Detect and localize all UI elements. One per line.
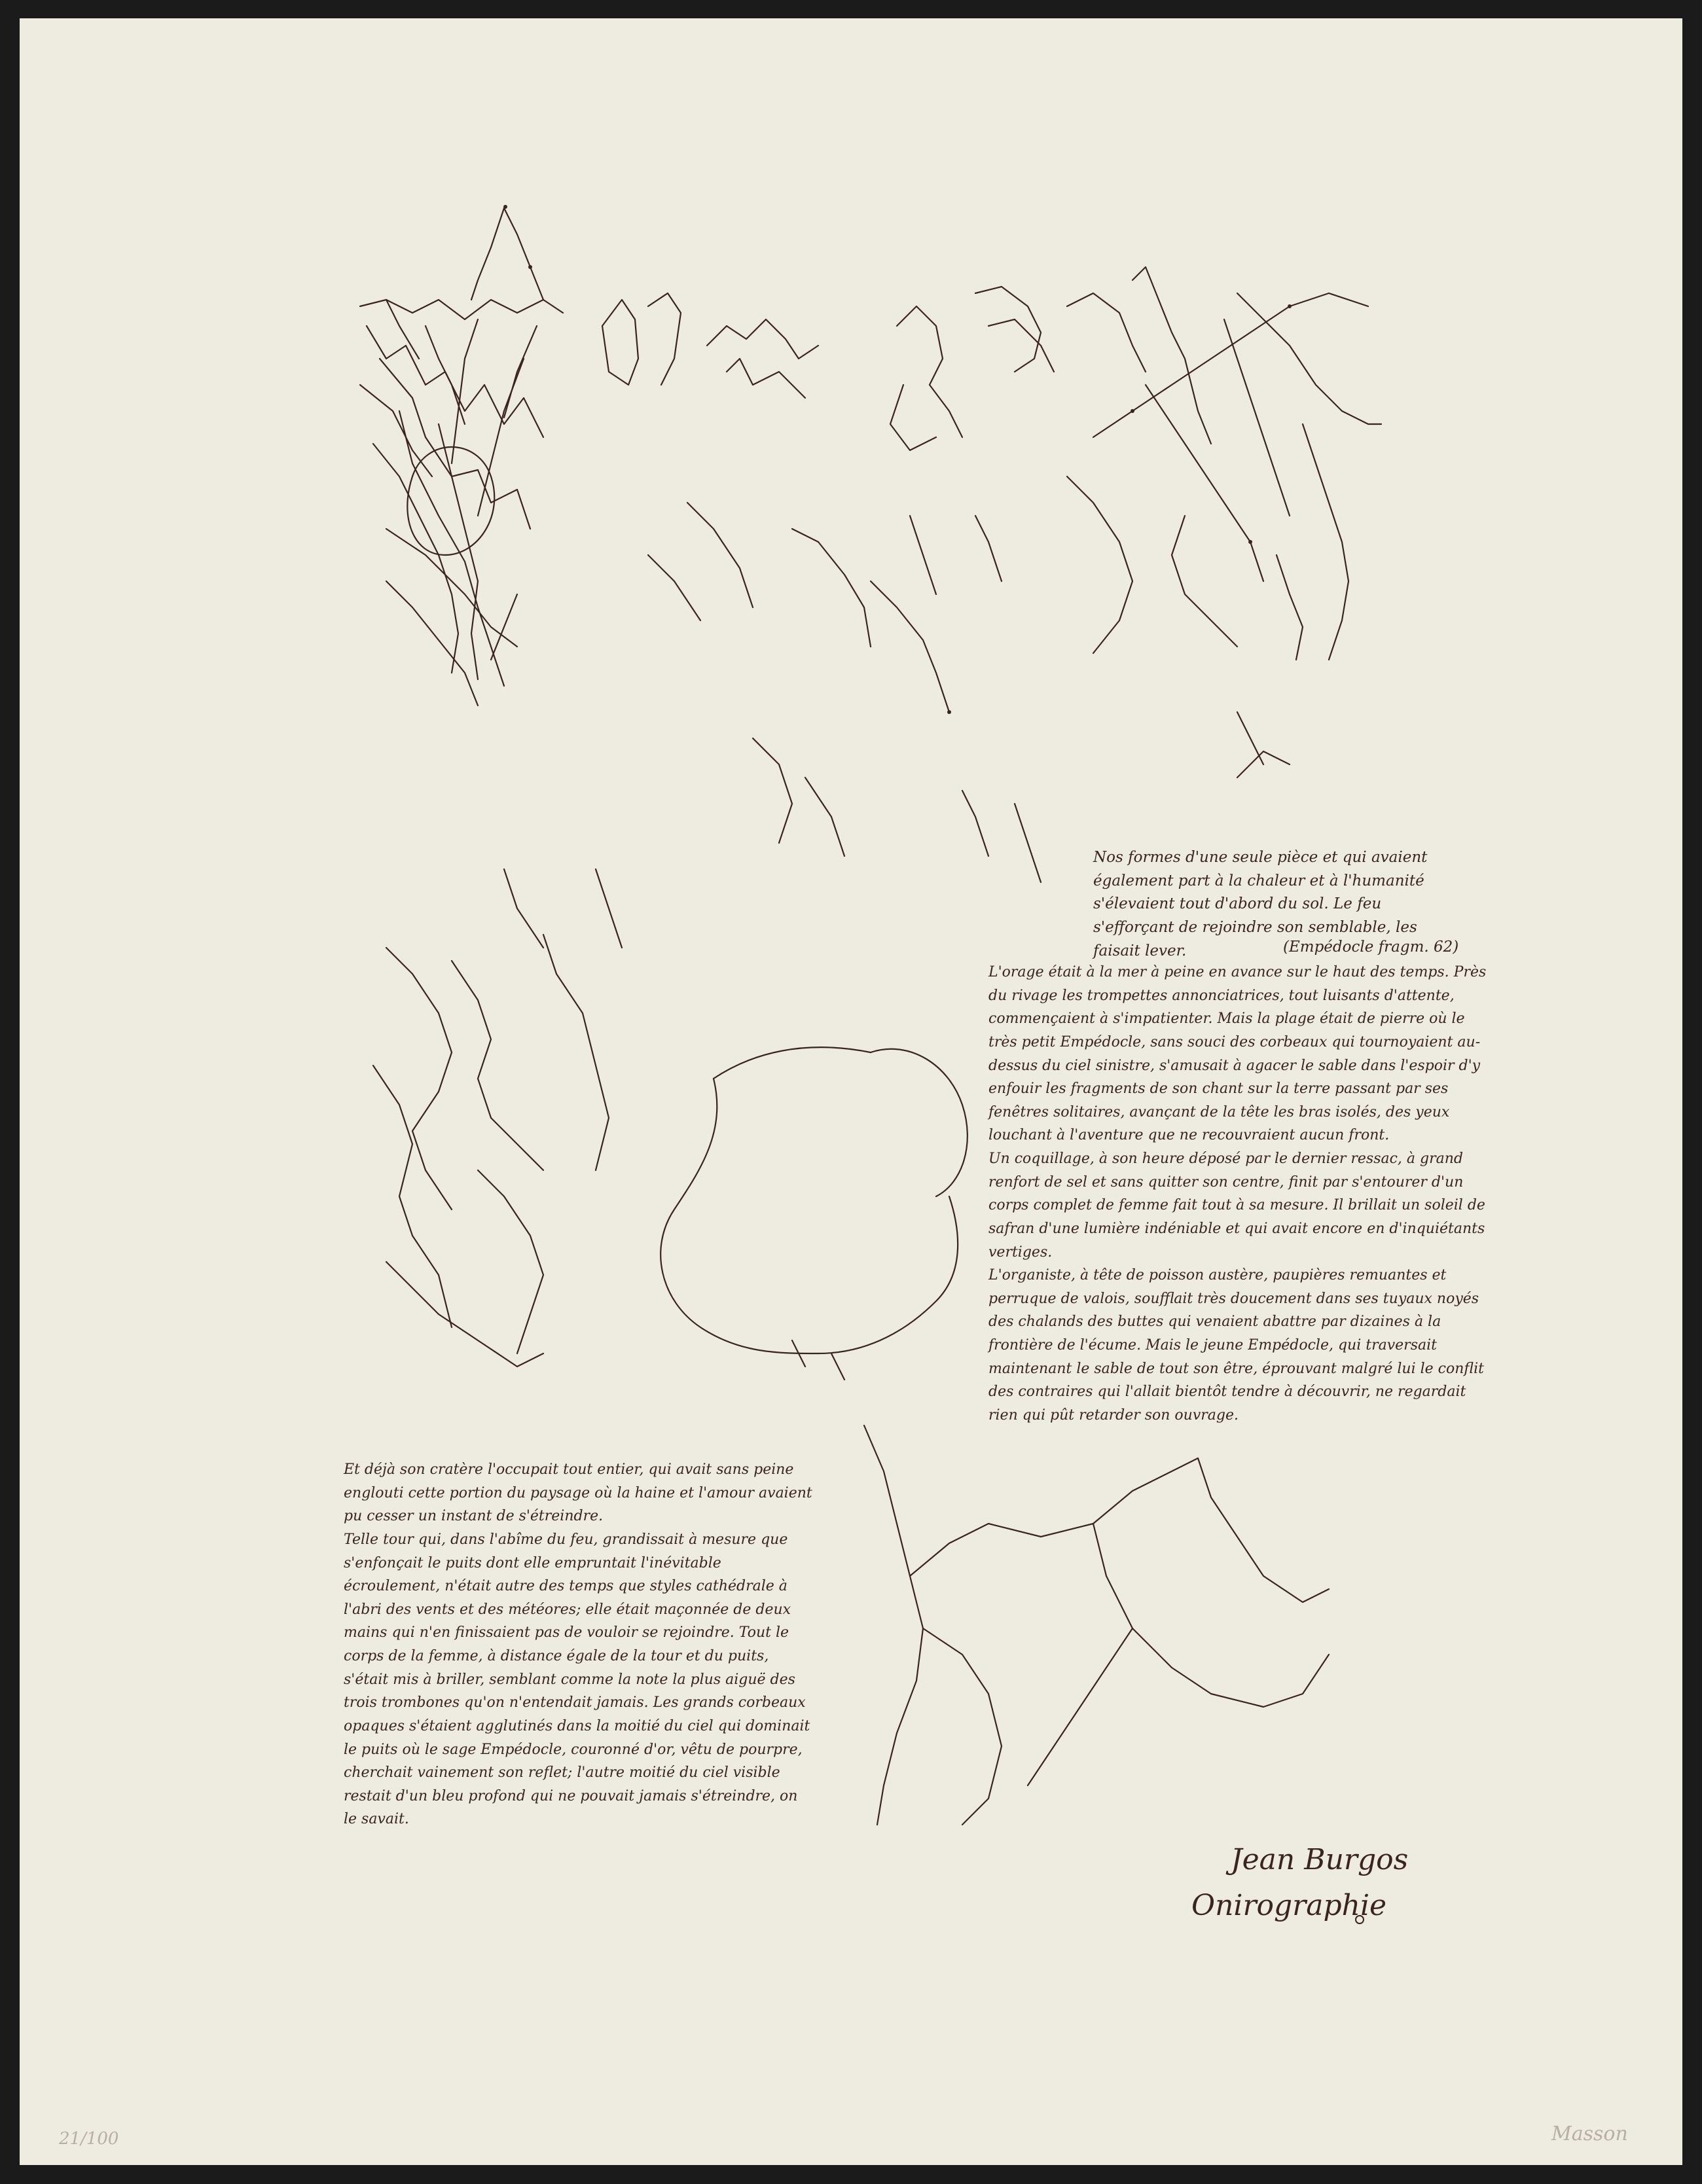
middle-buildings [602,267,1211,450]
middle-figure [661,1047,968,1380]
edition-number: 21/100 [59,2129,119,2149]
quote-text: Nos formes d'une seule pièce et qui avaient également part à la chaleur et à l'humanité s'élevaient tout d'abord du sol. Le feu s'efforçant de rejoindre son semblable, les faisait lever. [1093,849,1432,959]
author-signature: Jean Burgos [1231,1843,1409,1876]
right-text-block: L'orage était à la mer à peine en avance sur le haut des temps. Près du rivage les trompettes annonciatrices, tout luisants d'attente, commençaient à s'impatienter. Mais la plage était de pierre où le très petit Empédocle, sans souci des corbeaux qui tournoyaient au-dessus du ciel sinistre, s'amusait à agacer le sable dans l'espoir d'y enfouir les fragments de son chant sur la terre passant par ses fenêtres solitaires, avançant de la tête les bras isolés, des yeux louchant à l'aventure que ne recouvraient aucun front. Un coquillage, à son heure déposé par le dernier ressac, à grand renfort de sel et sans quitter son centre, finit par s'entourer d'un corps complet de femme fait tout à sa mesure. Il brillait un soleil de safran d'une lumière indéniable et qui avait encore en d'inquiétants vertiges. L'organiste, à tête de poisson austère, paupières remuantes et perruque de valois, soufflait très doucement dans ses tuyaux noyés des chalands des buttes qui venaient abattre par dizaines à la frontière de l'écume. Mais le jeune Empédocle, qui traversait maintenant le sable de tout son être, éprouvant malgré lui le conflit des contraires qui l'allait bientôt tendre à découvrir, ne regardait rien qui pût retarder son ouvrage. [988,964,1487,1423]
scattered-strokes [648,503,1041,882]
tower-structure [360,208,563,706]
artwork-title: Onirographie [1191,1889,1387,1922]
quote-source: (Empédocle fragm. 62) [1283,939,1459,956]
ink-dot [1355,1915,1364,1924]
left-figure [373,869,622,1367]
right-structure [1067,293,1381,778]
lower-right-figure [864,1425,1329,1825]
paper-sheet [20,18,1682,2165]
left-text-block: Et déjà son cratère l'occupait tout entier, qui avait sans peine englouti cette portion du paysage où la haine et l'amour avaient pu cesser un instant de s'étreindre. Telle tour qui, dans l'abîme du feu, grandissait à mesure que s'enfonçait le puits dont elle empruntait l'inévitable écroulement, n'était autre des temps que styles cathédrale à l'abri des vents et des météores; elle était maçonnée de deux mains qui n'en finissaient pas de vouloir se rejoindre. Tout le corps de la femme, à distance égale de la tour et du puits, s'était mis à briller, semblant comme la note la plus aiguë des trois trombones qu'on n'entendait jamais. Les grands corbeaux opaques s'étaient agglutinés dans la moitié du ciel qui dominait le puits où le sage Empédocle, couronné d'or, vêtu de pourpre, cherchait vainement son reflet; l'autre moitié du ciel visible restait d'un bleu profond qui ne pouvait jamais s'étreindre, on le savait. [344,1461,812,1828]
artist-signature: Masson [1551,2122,1628,2145]
